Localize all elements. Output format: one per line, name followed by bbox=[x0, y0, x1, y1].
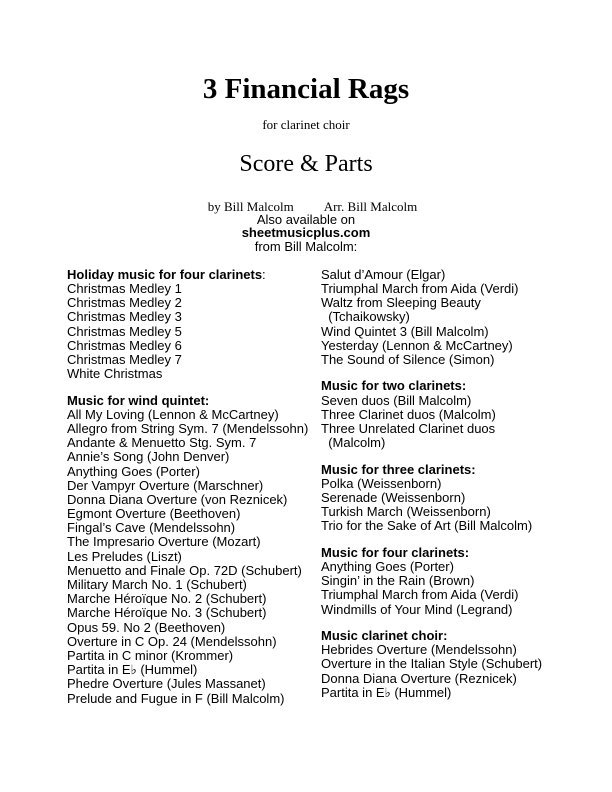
edition-label: Score & Parts bbox=[239, 151, 373, 177]
catalog-item: Marche Héroïque No. 2 (Schubert) bbox=[67, 591, 267, 607]
catalog-item: Christmas Medley 2 bbox=[67, 295, 182, 311]
catalog-item: Yesterday (Lennon & McCartney) bbox=[321, 337, 513, 353]
catalog-item: Partita in E♭ (Hummel) bbox=[67, 662, 198, 678]
catalog-item: The Impresario Overture (Mozart) bbox=[67, 534, 261, 550]
section-heading-text: Music for four clarinets: bbox=[321, 544, 470, 560]
availability-note bbox=[0, 213, 612, 253]
catalog-item: Christmas Medley 1 bbox=[67, 280, 182, 296]
catalog-item: Partita in E♭ (Hummel) bbox=[321, 684, 452, 700]
section-heading-text: Music for wind quintet: bbox=[67, 392, 210, 408]
arranger-credit: Arr. Bill Malcolm bbox=[323, 199, 418, 214]
catalog-item: Seven duos (Bill Malcolm) bbox=[321, 392, 472, 408]
catalog-item: All My Loving (Lennon & McCartney) bbox=[67, 406, 279, 422]
catalog-item: Les Preludes (Liszt) bbox=[67, 548, 182, 564]
section-heading-text: Music for two clarinets: bbox=[321, 378, 467, 394]
catalog-item: Christmas Medley 6 bbox=[67, 337, 182, 353]
instrumentation-subtitle: for clarinet choir bbox=[262, 117, 350, 132]
catalog-item: Hebrides Overture (Mendelssohn) bbox=[321, 642, 517, 658]
catalog-item: Wind Quintet 3 (Bill Malcolm) bbox=[321, 323, 489, 339]
catalog-item: Triumphal March from Aida (Verdi) bbox=[321, 280, 519, 296]
catalog-section bbox=[321, 268, 571, 367]
availability-line-3: from Bill Malcolm: bbox=[254, 238, 358, 254]
section-heading-colon: : bbox=[262, 266, 266, 282]
catalog-item: White Christmas bbox=[67, 366, 163, 382]
catalog-item: (Malcolm) bbox=[321, 435, 386, 451]
catalog-section bbox=[321, 463, 571, 534]
section-heading bbox=[321, 546, 571, 560]
catalog-item: The Sound of Silence (Simon) bbox=[321, 351, 495, 367]
catalog-item: Donna Diana Overture (Reznicek) bbox=[321, 670, 517, 686]
catalog-item: Singin’ in the Rain (Brown) bbox=[321, 573, 475, 589]
catalog-item: Christmas Medley 3 bbox=[67, 309, 182, 325]
section-heading bbox=[67, 394, 317, 408]
catalog-item: Polka (Weissenborn) bbox=[321, 475, 442, 491]
catalog-item: Windmills of Your Mind (Legrand) bbox=[321, 601, 513, 617]
availability-line-1: Also available on bbox=[256, 212, 356, 227]
catalog-column-right bbox=[321, 268, 571, 700]
page-title: 3 Financial Rags bbox=[202, 73, 410, 105]
catalog-item: Opus 59. No 2 (Beethoven) bbox=[67, 619, 226, 635]
section-heading-text: Music clarinet choir: bbox=[321, 628, 448, 644]
catalog-item: Three Unrelated Clarinet duos bbox=[321, 420, 496, 436]
catalog-item: Serenade (Weissenborn) bbox=[321, 490, 466, 506]
availability-site-name: sheetmusicplus.com bbox=[241, 225, 371, 241]
catalog-item: Three Clarinet duos (Malcolm) bbox=[321, 406, 496, 422]
catalog-item: Salut d’Amour (Elgar) bbox=[321, 266, 446, 282]
catalog-section bbox=[67, 268, 317, 382]
catalog-item: Donna Diana Overture (von Reznicek) bbox=[67, 491, 288, 507]
catalog-item: Trio for the Sake of Art (Bill Malcolm) bbox=[321, 518, 533, 534]
catalog-item: Anything Goes (Porter) bbox=[67, 463, 200, 479]
section-heading bbox=[321, 463, 571, 477]
catalog-item: Anything Goes (Porter) bbox=[321, 559, 454, 575]
catalog-item: (Tchaikowsky) bbox=[321, 309, 410, 325]
catalog-item: Christmas Medley 5 bbox=[67, 323, 182, 339]
catalog-item: Marche Héroïque No. 3 (Schubert) bbox=[67, 605, 267, 621]
catalog-item: Waltz from Sleeping Beauty bbox=[321, 295, 481, 311]
section-heading bbox=[321, 629, 571, 643]
catalog-item: Triumphal March from Aida (Verdi) bbox=[321, 587, 519, 603]
catalog-item: Egmont Overture (Beethoven) bbox=[67, 506, 241, 522]
catalog-item: Christmas Medley 7 bbox=[67, 351, 182, 367]
catalog-item: Phedre Overture (Jules Massanet) bbox=[67, 676, 266, 692]
composer-credit: by Bill Malcolm bbox=[207, 199, 294, 214]
catalog-section bbox=[321, 379, 571, 450]
section-heading bbox=[321, 379, 571, 393]
catalog-item: Allegro from String Sym. 7 (Mendelssohn) bbox=[67, 420, 309, 436]
catalog-item: Partita in C minor (Krommer) bbox=[67, 647, 234, 663]
catalog-item: Overture in the Italian Style (Schubert) bbox=[321, 656, 543, 672]
catalog-section bbox=[321, 629, 571, 700]
section-heading-text: Music for three clarinets: bbox=[321, 461, 476, 477]
catalog-item: Overture in C Op. 24 (Mendelssohn) bbox=[67, 633, 277, 649]
catalog-item: Annie’s Song (John Denver) bbox=[67, 449, 230, 465]
section-heading-text: Holiday music for four clarinets bbox=[67, 266, 263, 282]
catalog-item: Andante & Menuetto Stg. Sym. 7 bbox=[67, 435, 257, 451]
catalog-section bbox=[67, 394, 317, 706]
catalog-section bbox=[321, 546, 571, 617]
section-heading bbox=[67, 268, 317, 282]
catalog-item: Fingal’s Cave (Mendelssohn) bbox=[67, 520, 236, 536]
catalog-item: Prelude and Fugue in F (Bill Malcolm) bbox=[67, 690, 285, 706]
catalog-item: Der Vampyr Overture (Marschner) bbox=[67, 477, 264, 493]
catalog-item: Menuetto and Finale Op. 72D (Schubert) bbox=[67, 562, 302, 578]
catalog-item: Military March No. 1 (Schubert) bbox=[67, 577, 247, 593]
catalog-item: Turkish March (Weissenborn) bbox=[321, 504, 491, 520]
catalog-column-left bbox=[67, 268, 317, 706]
